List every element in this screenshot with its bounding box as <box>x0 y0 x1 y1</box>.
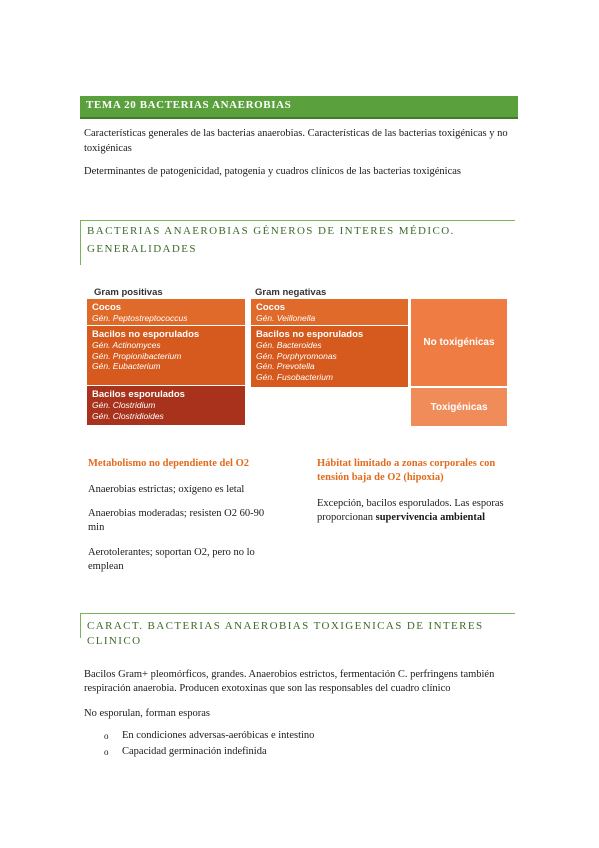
left-p3b: emplean <box>88 561 124 572</box>
page-title: TEMA 20 BACTERIAS ANAEROBIAS <box>86 99 292 111</box>
box-title: Bacilos no esporulados <box>256 329 364 340</box>
box-title: Cocos <box>92 302 122 313</box>
body2-p2: No esporulan, forman esporas <box>84 708 210 719</box>
box-item: Gén. Eubacterium <box>92 361 161 371</box>
box-item: Gén. Propionibacterium <box>92 350 182 361</box>
right-p1b <box>317 510 485 525</box>
bullet-marker: o <box>104 731 109 741</box>
right-p1b-text: proporcionan <box>317 512 376 523</box>
toxigenic-box <box>411 388 507 426</box>
neg-bacilos-no-box <box>251 326 408 388</box>
intro-line-2: Determinantes de patogenicidad, patogenia y cuadros clínicos de las bacterias toxigénicas <box>84 166 461 177</box>
box-item: Gén. Peptostreptococcus <box>92 313 188 323</box>
left-p2a: Anaerobias moderadas; resisten O2 60-90 <box>88 508 265 519</box>
toxigenic-label: Toxigénicas <box>430 401 488 413</box>
section-heading-2 <box>80 613 515 647</box>
pos-bacilos-no-box <box>87 326 245 386</box>
left-column-heading: Metabolismo no dependiente del O2 <box>88 458 250 469</box>
box-item: Gén. Clostridium <box>92 400 156 410</box>
no-toxigenic-label: No toxigénicas <box>423 337 495 348</box>
section-heading-1 <box>80 220 515 265</box>
body2-p1a: Bacilos Gram+ pleomórficos, grandes. Anaerobios estrictos, fermentación C. perfringens también <box>84 669 495 680</box>
box-item: Gén. Veillonella <box>256 313 316 323</box>
box-item: Gén. Fusobacterium <box>256 371 334 382</box>
bullet-item-2: Capacidad germinación indefinida <box>122 746 267 757</box>
gram-negative-label: Gram negativas <box>255 287 327 298</box>
no-toxigenic-box <box>411 299 507 386</box>
pos-cocos-box <box>87 299 245 326</box>
left-p3a: Aerotolerantes; soportan O2, pero no lo <box>88 547 255 558</box>
neg-cocos-box <box>251 299 408 326</box>
section-1-line-1: BACTERIAS ANAEROBIAS GÉNEROS DE INTERES MÉDICO. <box>87 225 455 237</box>
left-p2b: min <box>88 522 105 533</box>
box-item: Gén. Bacteroides <box>256 340 322 350</box>
bullet-item-1: En condiciones adversas-aeróbicas e intestino <box>122 730 315 741</box>
intro-line-1b: toxigénicas <box>84 143 132 154</box>
box-item: Gén. Actinomyces <box>92 340 161 350</box>
box-item: Gén. Prevotella <box>256 361 315 371</box>
left-p1: Anaerobias estrictas; oxígeno es letal <box>88 484 245 495</box>
section-1-line-2: GENERALIDADES <box>87 243 197 255</box>
box-item: Gén. Porphyromonas <box>256 350 337 361</box>
intro-line-1: Características generales de las bacterias anaerobias. Características de las bacterias toxigénicas y no <box>84 128 508 139</box>
right-p1a: Excepción, bacilos esporulados. Las esporas <box>317 498 504 509</box>
box-item: Gén. Clostridioides <box>92 410 164 421</box>
box-title: Bacilos no esporulados <box>92 329 200 340</box>
right-p1b-bold: supervivencia ambiental <box>375 512 485 523</box>
right-column-heading-a: Hábitat limitado a zonas corporales con <box>317 458 496 469</box>
bullet-marker: o <box>104 747 109 757</box>
gram-positive-label: Gram positivas <box>94 287 163 298</box>
title-bar <box>80 96 518 119</box>
right-column-heading-b: tensión baja de O2 (hipoxia) <box>317 472 444 483</box>
pos-bacilos-esp-box <box>87 386 245 426</box>
box-title: Bacilos esporulados <box>92 389 185 400</box>
body2-p1b: respiración anaerobia. Producen exotoxinas que son las responsables del cuadro clínico <box>84 683 451 694</box>
box-title: Cocos <box>256 302 286 313</box>
section-2-title: CARACT. BACTERIAS ANAEROBIAS TOXIGENICAS DE INTERES CLINICO <box>87 620 484 647</box>
